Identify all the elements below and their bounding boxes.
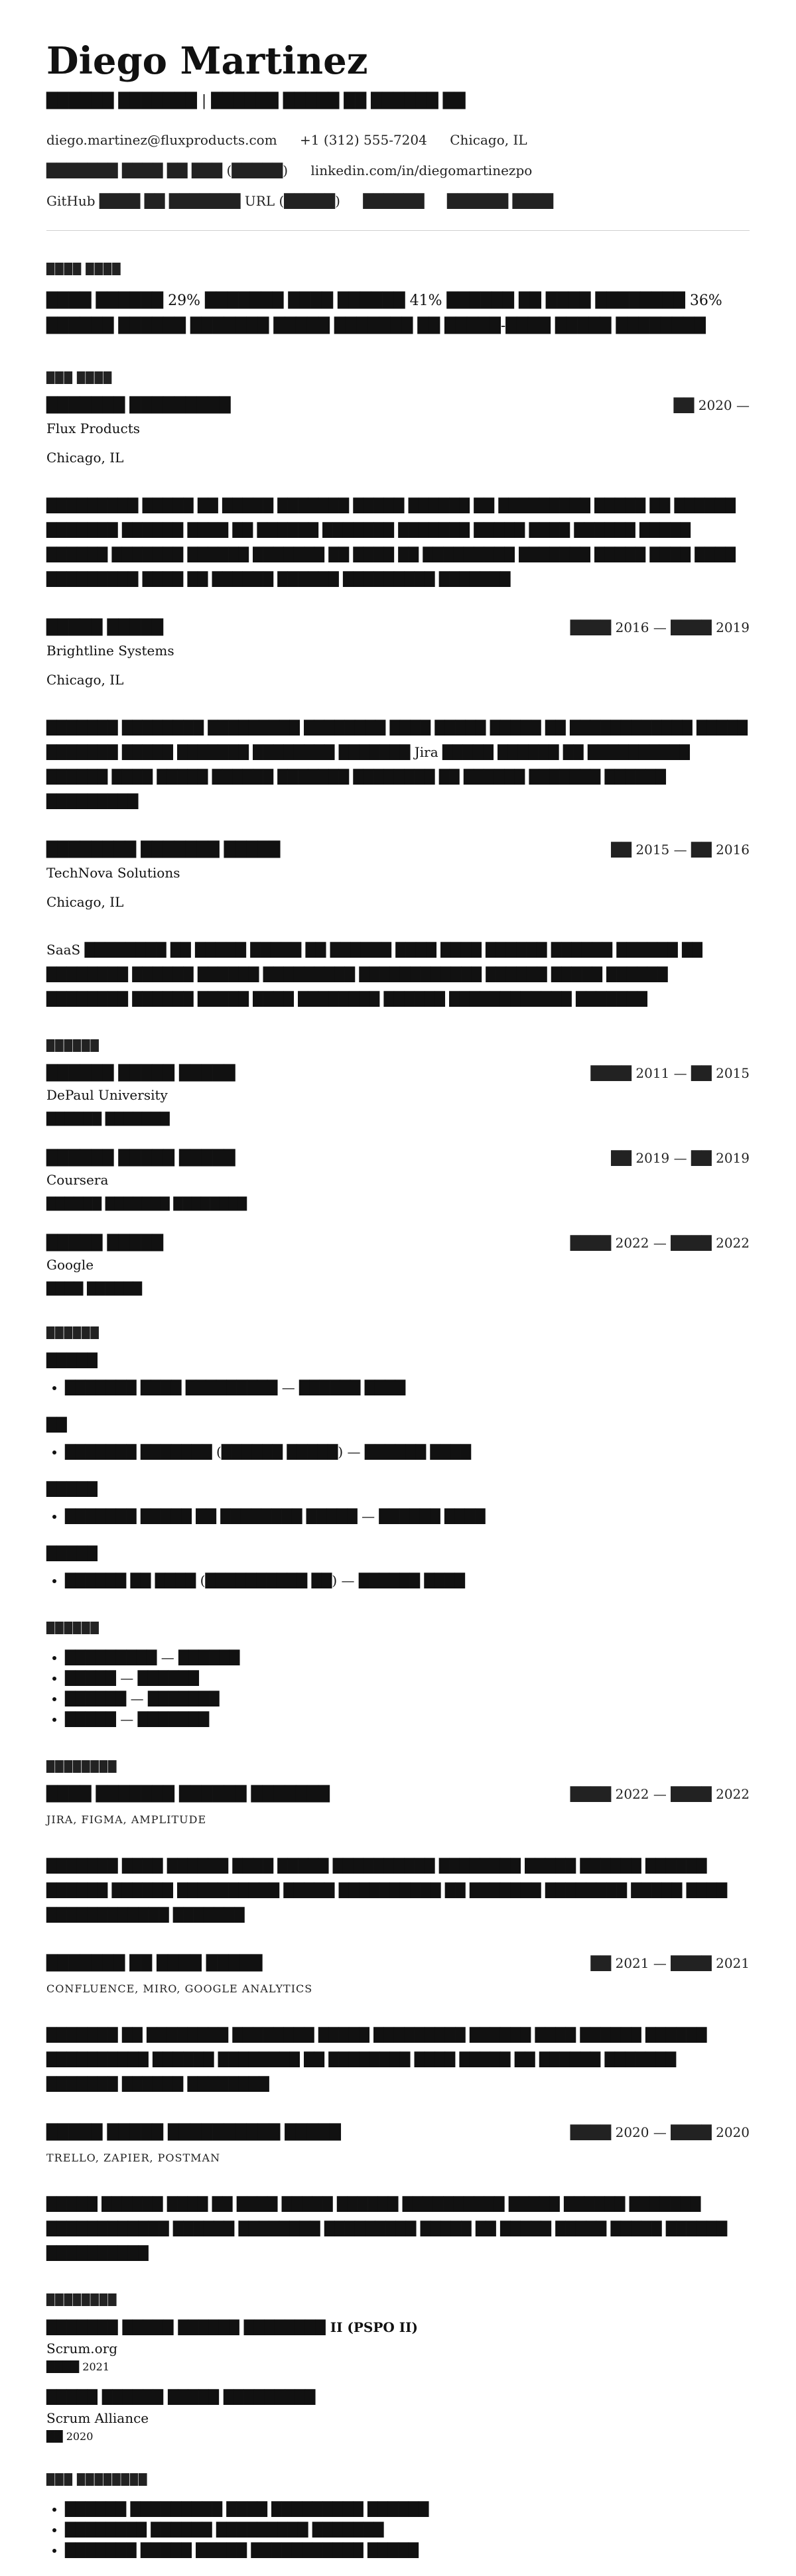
- field-of-study: ██████ ███████: [46, 1112, 170, 1126]
- job-title: ███████ █████████: [46, 397, 231, 414]
- project-description: ███████ ██ ████████ ████████ █████ █████████ ██████ ████ ██████ ██████ ██████████ ██████ ████████ ██ ████████ ████ █████ ██ ██████ ███████ ███████ ██████ ████████: [46, 2026, 707, 2092]
- section-heading-education: ██████: [46, 1039, 100, 1052]
- contact-line-3: [46, 193, 750, 209]
- skill-category: █████: [46, 1352, 98, 1368]
- field-of-study: ████ ██████: [46, 1281, 143, 1296]
- skill-category: █████: [46, 1480, 98, 1497]
- certification-issuer: Scrum.org: [46, 2340, 118, 2356]
- education-entry: [46, 1065, 750, 1126]
- certification-title: █████ ██████ █████ █████████: [46, 2388, 316, 2405]
- skill-list: [46, 1442, 750, 1462]
- field-of-study: ██████ ███████ ████████: [46, 1196, 247, 1211]
- project-description: █████ ██████ ████ ██ ████ █████ ██████ ██████████ █████ ██████ ███████ ████████████ ██████ ████████ █████████ █████ ██ █████ █████ █████ ██████ ██████████: [46, 2195, 728, 2261]
- phone-text: +1 (312) 555-7204: [300, 131, 427, 148]
- language-list: [46, 1647, 750, 1730]
- list-item: • █████████ — ██████: [65, 1647, 750, 1668]
- certification-date: ████ 2021: [46, 2360, 110, 2373]
- job-description: SaaS ████████ ██ █████ █████ ██ ██████ ████ ████ ██████ ██████ ██████ ██ ████████ ██████ ██████ █████████ ████████████ ██████ █████ ██████ ████████ ██████ █████ ████ ████████ ██████ ████████████ ███████: [46, 941, 702, 1007]
- list-item: • ███████ █████ ██ ████████ █████ — ██████ ████: [65, 1506, 750, 1527]
- section-heading-certifications: ████████: [46, 2293, 117, 2306]
- job-title: █████ █████: [46, 619, 164, 636]
- section-heading-interests: ███ ████████: [46, 2473, 148, 2486]
- summary-text: ████ ██████ 29% ███████ ████ ██████ 41% ██████ ██ ████ ████████ 36% ██████ ██████ ███████ █████ ███████ ██ █████-████ █████ ████████: [46, 292, 722, 335]
- skill-list: [46, 1571, 750, 1591]
- experience-entry: [46, 397, 750, 592]
- extra-link-2[interactable]: ██████ ████: [447, 192, 554, 209]
- experience-entry: [46, 842, 750, 1011]
- project-description: ███████ ████ ██████ ████ █████ ██████████ ████████ █████ ██████ ██████ ██████ ██████ ██████████ █████ ██████████ ██ ███████ ████████ █████ ████ ████████████ ███████: [46, 1857, 728, 1923]
- job-location: Chicago, IL: [46, 893, 124, 910]
- company-name: Brightline Systems: [46, 642, 174, 659]
- list-item: • ██████ — ███████: [65, 1689, 750, 1709]
- project-tech: JIRA, FIGMA, AMPLITUDE: [46, 1813, 207, 1826]
- section-heading-skills: ██████: [46, 1326, 100, 1339]
- certification-title: ███████ █████ ██████ ████████ II (PSPO II): [46, 2319, 418, 2335]
- education-date: ████ 2022 — ████ 2022: [570, 1234, 750, 1251]
- list-item: • ██████ █████████ ████ █████████ ██████: [65, 2499, 750, 2520]
- skill-category: ██: [46, 1416, 67, 1433]
- job-location: Chicago, IL: [46, 449, 124, 466]
- project-date: ████ 2020 — ████ 2020: [570, 2124, 750, 2140]
- project-tech: TRELLO, ZAPIER, POSTMAN: [46, 2151, 221, 2164]
- school-name: DePaul University: [46, 1086, 168, 1103]
- list-item: • ██████ ██ ████ (██████████ ██) — ██████ ████: [65, 1571, 750, 1591]
- degree-title: ██████ █████ █████: [46, 1149, 235, 1167]
- project-entry: [46, 2124, 750, 2266]
- project-tech: CONFLUENCE, MIRO, GOOGLE ANALYTICS: [46, 1982, 313, 1995]
- section-heading-summary: ████ ████: [46, 262, 121, 275]
- interest-list: [46, 2499, 750, 2561]
- school-name: Coursera: [46, 1171, 109, 1188]
- job-date: ██ 2015 — ██ 2016: [611, 841, 750, 858]
- section-heading-projects: ████████: [46, 1760, 117, 1773]
- project-title: █████ █████ ██████████ █████: [46, 2124, 341, 2141]
- project-entry: [46, 1955, 750, 2096]
- section-heading-languages: ██████: [46, 1621, 100, 1634]
- company-name: Flux Products: [46, 420, 141, 436]
- candidate-name: Diego Martinez: [46, 39, 368, 83]
- skill-list: [46, 1506, 750, 1527]
- linkedin-link[interactable]: linkedin.com/in/diegomartinezpo: [310, 162, 533, 178]
- degree-title: ██████ █████ █████: [46, 1064, 235, 1082]
- degree-title: █████ █████: [46, 1234, 164, 1252]
- certification-issuer: Scrum Alliance: [46, 2410, 149, 2426]
- education-date: ██ 2019 — ██ 2019: [611, 1149, 750, 1166]
- header-divider: [46, 230, 750, 231]
- email-link[interactable]: diego.martinez@fluxproducts.com: [46, 131, 277, 148]
- headline: ██████ ███████ | ██████ █████ ██ ██████ ██: [46, 92, 466, 109]
- website-link[interactable]: ███████ ████ ██ ███ (█████): [46, 162, 289, 178]
- school-name: Google: [46, 1256, 94, 1273]
- project-entry: [46, 1786, 750, 1927]
- experience-entry: [46, 619, 750, 814]
- list-item: • █████ — ███████: [65, 1709, 750, 1730]
- extra-link-1[interactable]: ██████: [363, 192, 425, 209]
- education-entry: [46, 1150, 750, 1211]
- list-item: • ███████ ████ █████████ — ██████ ████: [65, 1378, 750, 1398]
- education-date: ████ 2011 — ██ 2015: [590, 1064, 750, 1081]
- project-title: ███████ ██ ████ █████: [46, 1955, 263, 1972]
- list-item: • ███████ ███████ (██████ █████) — ██████ ████: [65, 1442, 750, 1462]
- contact-line-2: [46, 162, 750, 178]
- project-title: ████ ███████ ██████ ███████: [46, 1785, 330, 1803]
- contact-line-1: [46, 132, 750, 148]
- location-text: Chicago, IL: [450, 131, 527, 148]
- job-location: Chicago, IL: [46, 671, 124, 688]
- list-item: • ███████ █████ █████ ███████████ █████: [65, 2540, 750, 2561]
- skill-category: █████: [46, 1545, 98, 1561]
- company-name: TechNova Solutions: [46, 864, 180, 881]
- certification-date: ██ 2020: [46, 2429, 94, 2443]
- certification-entry: [46, 2389, 750, 2443]
- section-heading-experience: ███ ████: [46, 371, 113, 384]
- github-link[interactable]: GitHub ████ ██ ███████ URL (█████): [46, 192, 340, 209]
- job-title: ████████ ███████ █████: [46, 841, 281, 858]
- project-date: ██ 2021 — ████ 2021: [590, 1955, 750, 1971]
- job-description: ███████ ████████ █████████ ████████ ████ █████ █████ ██ ████████████ █████ ███████ █████ ███████ ████████ ███████ Jira █████ ██████ ██ ██████████ ██████ ████ █████ ██████ ███████ ████████ ██ ██████ ███████ ██████ █████████: [46, 719, 748, 809]
- skill-list: [46, 1378, 750, 1398]
- job-date: ██ 2020 —: [673, 397, 750, 413]
- list-item: • █████ — ██████: [65, 1668, 750, 1689]
- job-description: █████████ █████ ██ █████ ███████ █████ ██████ ██ █████████ █████ ██ ██████ ███████ ██████ ████ ██ ██████ ███████ ███████ █████ ████ ██████ █████ ██████ ███████ ██████ ███████ ██ ████ ██ █████████ ███████ █████ ████ ████ █████████ ████ ██ ██████ ██████ █████████ ███████: [46, 497, 736, 587]
- certification-entry: [46, 2319, 750, 2373]
- education-entry: [46, 1235, 750, 1296]
- project-date: ████ 2022 — ████ 2022: [570, 1785, 750, 1802]
- list-item: • ████████ ██████ █████████ ███████: [65, 2520, 750, 2540]
- job-date: ████ 2016 — ████ 2019: [570, 619, 750, 635]
